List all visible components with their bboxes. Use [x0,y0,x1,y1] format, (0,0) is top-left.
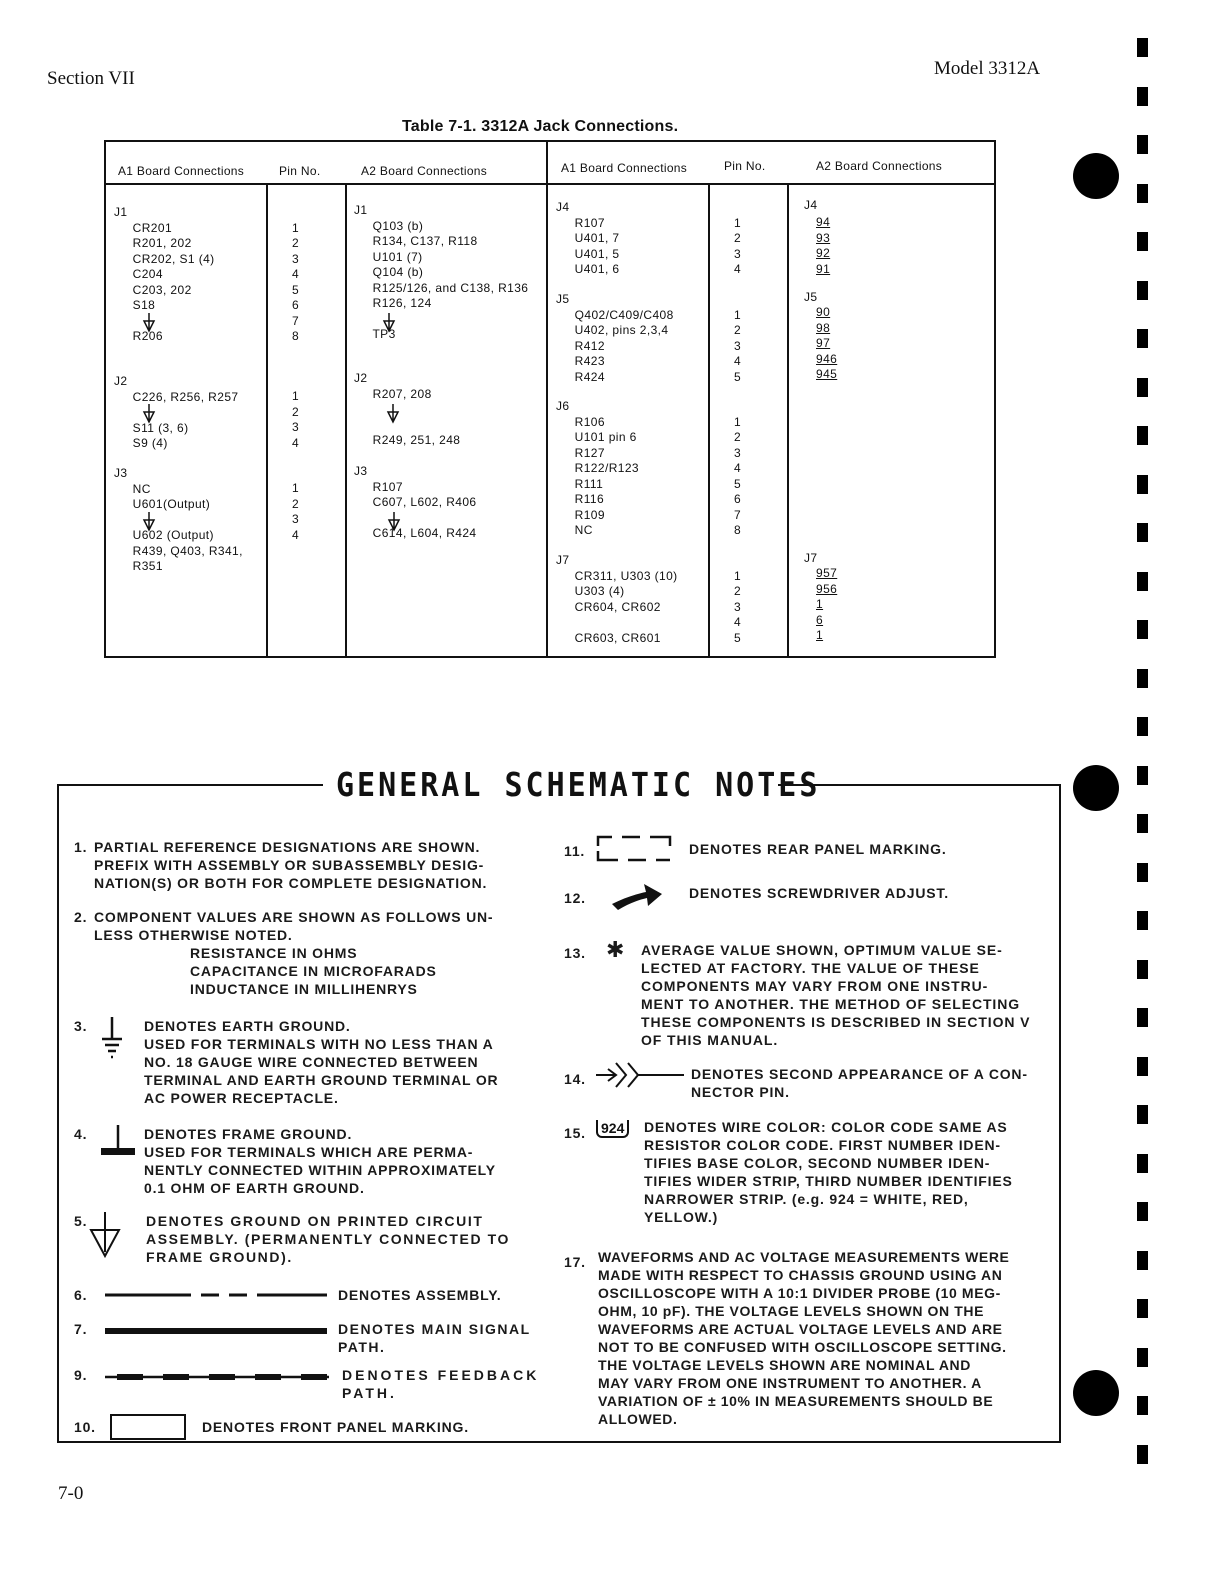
edge-mark [1137,1251,1148,1270]
header-a2-left: A2 Board Connections [361,164,488,178]
note-number: 2. [74,909,88,925]
note-text: DENOTES FRAME GROUND. USED FOR TERMINALS WHICH ARE PERMA- NENTLY CONNECTED WITHIN APPROXIMATELY 0.1 OHM OF EARTH GROUND. [144,1126,496,1196]
j2-a2-cell: J2 R207, 208 R249, 251, 248 [354,371,461,447]
header-a1-left: A1 Board Connections [118,164,245,178]
note-number: 7. [74,1321,88,1337]
note-text: DENOTES MAIN SIGNAL PATH. [338,1321,531,1355]
j5-a1-cell: J5 Q402/C409/C408 U402, pins 2,3,4 R412 R423 R424 [556,292,674,384]
edge-mark [1137,1154,1148,1173]
frame-ground-icon [100,1125,136,1159]
j2-a1-cell: J2 C226, R256, R257 S11 (3, 6) S9 (4) [114,374,239,450]
binder-hole-top [1073,153,1119,199]
note-4 [74,1125,554,1197]
note-text: COMPONENT VALUES ARE SHOWN AS FOLLOWS UN- LESS OTHERWISE NOTED. [94,909,494,943]
note-text: AVERAGE VALUE SHOWN, OPTIMUM VALUE SE- LECTED AT FACTORY. THE VALUE OF THESE COMPONENTS MAY VARY FROM ONE INSTRU- MENT TO ANOTHER. THE METHOD OF SELECTING THESE COMPONENTS IS DESCRIBED IN SECTION V OF THIS MANUAL. [641,942,1031,1048]
edge-mark [1137,475,1148,494]
edge-mark [1137,135,1148,154]
page-number: 7-0 [58,1483,84,1504]
wire-color-tag: 957 [816,566,838,580]
notes-title: GENERAL SCHEMATIC NOTES [336,766,821,805]
edge-mark [1137,911,1148,930]
header-a1-right: A1 Board Connections [561,161,688,175]
header-pin-left: Pin No. [279,164,321,178]
edge-mark [1137,523,1148,542]
note-number: 4. [74,1126,88,1142]
binder-hole-bottom [1073,1370,1119,1416]
edge-mark [1137,378,1148,397]
edge-mark [1137,669,1148,688]
note-5 [74,1212,554,1266]
j1-pin-cell: 1 2 3 4 5 6 7 8 [292,220,300,343]
note-text: DENOTES EARTH GROUND. USED FOR TERMINALS WITH NO LESS THAN A NO. 18 GAUGE WIRE CONNECTED BETWEEN TERMINAL AND EARTH GROUND TERMINAL OR AC POWER RECEPTACLE. [144,1018,499,1106]
j4-wire-list [816,215,830,277]
j7-wire-list [816,566,837,644]
edge-mark [1137,1202,1148,1221]
note-text: WAVEFORMS AND AC VOLTAGE MEASUREMENTS WERE MADE WITH RESPECT TO CHASSIS GROUND USING AN OSCILLOSCOPE WITH A 10:1 DIVIDER PROBE (10 MEG- OHM, 10 pF). THE VOLTAGE LEVELS SHOWN ON THE WAVEFORMS ARE ACTUAL VOLTAGE LEVELS AND ARE NOT TO BE CONFUSED WITH OSCILLOSCOPE SETTING. THE VOLTAGE LEVELS SHOWN ARE NOMINAL AND MAY VARY FROM ONE INSTRUMENT TO ANOTHER. A VARIATION OF ± 10% IN MEASUREMENTS SHOULD BE ALLOWED. [598,1249,1010,1427]
section-label: Section VII [47,68,135,89]
wire-color-tag: 1 [816,597,824,611]
edge-mark [1137,426,1148,445]
wire-color-tag: 93 [816,230,831,245]
note-number: 12. [564,890,586,906]
header-a2-right: A2 Board Connections [816,159,943,173]
j4-a1-cell: J4 R107 U401, 7 U401, 5 U401, 6 [556,200,620,276]
j4-pin-cell: 1 2 3 4 [734,215,742,276]
wire-color-tag: 94 [816,215,831,229]
note-15 [564,1118,1046,1226]
j7-a2-label: J7 [804,551,818,565]
second-appearance-icon [142,404,156,424]
j1-a1-cell: J1 CR201 R201, 202 CR202, S1 (4) C204 C203, 202 S18 R206 [114,205,215,343]
model-label: Model 3312A [934,58,1041,79]
note-text: DENOTES SCREWDRIVER ADJUST. [689,885,949,901]
column-divider [708,184,710,656]
wire-color-tag: 6 [816,612,824,627]
column-divider [345,184,347,656]
j6-pin-cell: 1 2 3 4 5 6 7 8 [734,414,742,537]
j5-pin-cell: 1 2 3 4 5 [734,307,742,384]
note-text: DENOTES SECOND APPEARANCE OF A CON- NECTOR PIN. [691,1066,1028,1100]
edge-mark [1137,1299,1148,1318]
wire-color-tag: 92 [816,246,831,260]
edge-mark [1137,766,1148,785]
edge-mark [1137,38,1148,57]
edge-mark [1137,184,1148,203]
edge-mark [1137,1057,1148,1076]
note-number: 11. [564,843,586,859]
j3-a2-cell: J3 R107 C607, L602, R406 C614, L604, R424 [354,464,477,540]
j2-pin-cell: 1 2 3 4 [292,389,300,450]
wire-color-tag: 98 [816,320,831,335]
second-appearance-icon [386,404,400,424]
edge-mark [1137,863,1148,882]
wire-color-tag: 956 [816,581,838,596]
edge-mark [1137,329,1148,348]
note-2-units [190,944,550,998]
edge-mark [1137,1348,1148,1367]
edge-mark [1137,814,1148,833]
j4-a2-label: J4 [804,198,818,212]
j7-a1-cell: J7 CR311, U303 (10) U303 (4) CR604, CR602 CR603, CR601 [556,553,678,645]
edge-mark [1137,1008,1148,1027]
wire-color-tag: 90 [816,305,831,319]
wire-color-tag: 946 [816,351,838,366]
wire-color-tag: 945 [816,367,838,381]
table-header-divider [104,183,994,185]
j5-a2-label: J5 [804,290,818,304]
edge-mark [1137,1445,1148,1464]
second-appearance-icon [382,313,396,333]
note-number: 14. [564,1071,586,1087]
edge-mark [1137,717,1148,736]
note-text: DENOTES REAR PANEL MARKING. [689,841,947,857]
note-13 [564,937,1044,1049]
column-divider [546,140,548,656]
note-number: 17. [564,1254,586,1270]
table-title: Table 7-1. 3312A Jack Connections. [402,118,679,135]
earth-ground-icon [100,1017,124,1063]
second-appearance-icon [142,313,156,333]
note-number: 6. [74,1287,88,1303]
column-divider [266,184,268,656]
j6-a1-cell: J6 R106 U101 pin 6 R127 R122/R123 R111 R116 R109 NC [556,399,639,537]
j3-a1-cell: J3 NC U601(Output) U602 (Output) R439, Q403, R341, R351 [114,466,243,573]
note-number: 1. [74,839,88,855]
j3-pin-cell: 1 2 3 4 [292,481,300,542]
assembly-line-icon [105,1291,327,1299]
wire-color-tag: 97 [816,336,831,350]
main-signal-line-icon [105,1326,327,1336]
note-number: 10. [74,1419,96,1435]
j5-wire-list [816,305,837,383]
note-text: PARTIAL REFERENCE DESIGNATIONS ARE SHOWN. PREFIX WITH ASSEMBLY OR SUBASSEMBLY DESIG- NATION(S) OR BOTH FOR COMPLETE DESIGNATION. [94,839,488,891]
edge-mark [1137,1105,1148,1124]
edge-mark [1137,1396,1148,1415]
j7-pin-cell: 1 2 3 4 5 [734,568,742,645]
asterisk-icon: ✱ [606,937,626,962]
front-panel-box-icon [110,1414,186,1440]
note-17 [564,1248,1046,1428]
note-number: 5. [74,1213,88,1229]
wire-color-tag: 91 [816,261,831,276]
binder-hole-middle [1073,765,1119,811]
note-number: 9. [74,1367,88,1383]
feedback-line-icon [105,1372,329,1382]
edge-mark [1137,232,1148,251]
second-appearance-icon [387,512,401,532]
note-number: 15. [564,1125,586,1141]
note-text: DENOTES WIRE COLOR: COLOR CODE SAME AS RESISTOR COLOR CODE. FIRST NUMBER IDEN- TIFIES BASE COLOR, SECOND NUMBER IDEN- TIFIES WIDER STRIP, THIRD NUMBER IDENTIFIES NARROWER STRIP. (e.g. 924 = WHITE, RED, YELLOW.) [644,1119,1013,1225]
note-number: 13. [564,945,586,961]
note-number: 3. [74,1018,88,1034]
edge-mark [1137,960,1148,979]
note-text: RESISTANCE IN OHMS CAPACITANCE IN MICROFARADS INDUCTANCE IN MILLIHENRYS [190,945,437,997]
edge-mark [1137,620,1148,639]
note-2 [74,908,554,944]
second-appearance-icon [142,512,156,532]
note-1 [74,838,554,892]
note-text: DENOTES FRONT PANEL MARKING. [202,1419,469,1435]
circuit-ground-icon [88,1212,122,1260]
column-divider [787,184,789,656]
screwdriver-adjust-icon [610,880,664,912]
header-pin-right: Pin No. [724,159,766,173]
note-3 [74,1017,554,1107]
edge-mark [1137,572,1148,591]
jack-connections-table [104,140,994,656]
note-text: DENOTES GROUND ON PRINTED CIRCUIT ASSEMBLY. (PERMANENTLY CONNECTED TO FRAME GROUND). [146,1213,511,1265]
wire-color-tag: 1 [816,628,824,642]
edge-mark [1137,87,1148,106]
rear-panel-box-icon [596,834,672,862]
note-text: DENOTES ASSEMBLY. [338,1287,502,1303]
j1-a2-cell: J1 Q103 (b) R134, C137, R118 U101 (7) Q104 (b) R125/126, and C138, R136 R126, 124 TP3 [354,203,529,341]
edge-mark [1137,281,1148,300]
connector-pin-icon [594,1058,686,1092]
note-text: DENOTES FEEDBACK PATH. [342,1367,540,1401]
wire-color-icon: 924 [596,1120,629,1138]
